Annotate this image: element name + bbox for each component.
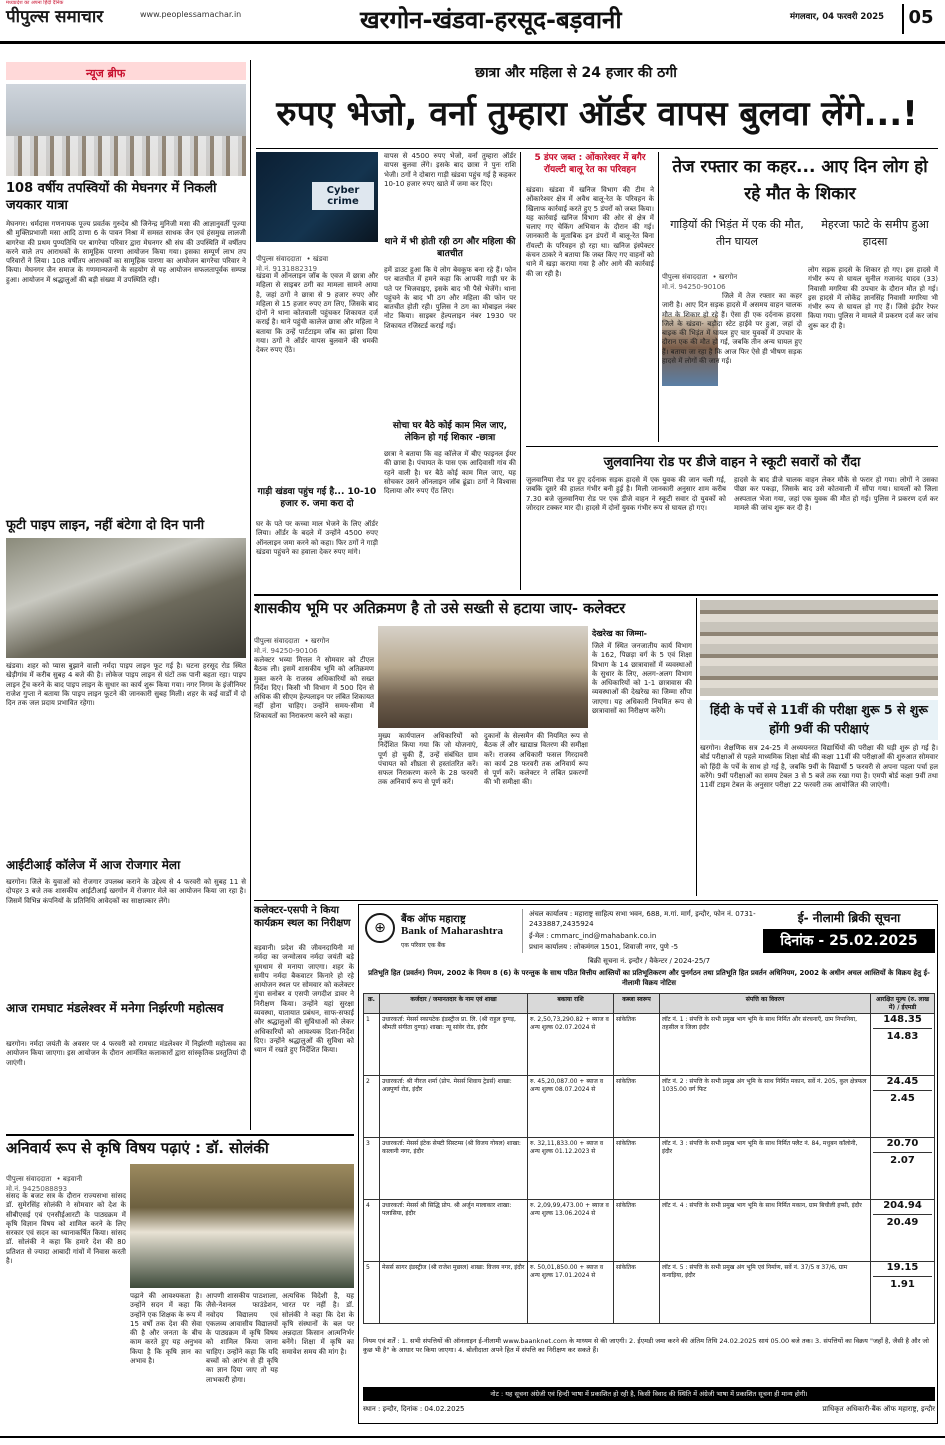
fraud-headline: रुपए भेजो, वर्ना तुम्हारा ऑर्डर वापस बुलवा लेंगे...! bbox=[276, 94, 918, 134]
accident-byline-place: खरगोन bbox=[718, 273, 738, 281]
agri-col4: अत्यधिक विदेशी है, यह भारत पर नहीं है। डॉ. सोलंकी ने कहा कि देश के कृषि संस्थानों के बल पर अन्नदाता किसान आत्मनिर्भर बनेंगे। शिक्षा में कृषि का समावेश समय की मांग है। bbox=[282, 1292, 354, 1356]
agri-byline bbox=[6, 1166, 126, 1193]
agri-col3: आपणी शासकीय पाठशाला, जैसे-नेशनल फाउंडेशन, नवोदय विद्यालय एवं एकलव्य आवासीय विद्यालयों के पाठ्यक्रम में कृषि विषय को शामिल किया जाना चाहिए। उन्होंने कहा कि यदि बच्चों को आरंभ से ही कृषि का ज्ञान दिया जाए तो यह लाभकारी होगा। bbox=[206, 1292, 278, 1384]
issue-date: मंगलवार, 04 फरवरी 2025 bbox=[790, 12, 885, 22]
accident-mobile: मो.नं. 94250-90106 bbox=[662, 283, 726, 291]
edition-title-text: खरगोन-खंडवा-हरसूद-बड़वानी bbox=[360, 6, 622, 34]
table-row bbox=[364, 1262, 935, 1324]
cyber-crime-photo bbox=[256, 152, 378, 242]
th-desc: संपत्ति का विवरण bbox=[660, 994, 871, 1014]
masthead bbox=[0, 0, 945, 44]
procession-photo bbox=[6, 84, 246, 176]
notice-intro: प्रतिभूति हित (प्रवर्तन) नियम, 2002 के नियम 8 (6) के परन्तुक के साथ पठित वित्तीय आस्तियों का प्रतिभूतिकरण और पुनर्गठन तथा प्रतिभूति हित प्रवर्तन अधिनियम, 2002 के अधीन अचल आस्तियों के विक्रय हेतु ई-नीलामी विक्रय नोटिस bbox=[368, 969, 930, 987]
encroach-col4: जिले में स्थित जनजातीय कार्य विभाग के 162, पिछड़ा वर्ग के 5 एवं शिक्षा विभाग के 14 छात्रावासों में व्यवस्थाओं के सुधार के लिए, अलग-अलग विभाग के अधिकारियों को 1-1 छात्रावास की व्यवस्थाओं की देखरेख का जिम्मा सौंपा जाएगा। यह अधिकारी नियमित रूप से छात्रावासों का निरीक्षण करेंगे। bbox=[592, 642, 692, 716]
site-url[interactable]: www.peoplessamachar.in bbox=[140, 10, 242, 19]
row-due: रु. 50,01,850.00 + ब्याज व अन्य शुल्क 17.01.2024 से bbox=[528, 1262, 614, 1324]
julwania-col1: जुलवानिया रोड पर हुए दर्दनाक सड़क हादसे में एक युवक की जान चली गई, जबकि दूसरे की हालत गंभीर बनी हुई है। मिली जानकारी अनुसार शाम करीब 7.30 बजे जुलवानिया रोड पर एक डीजे वाहन ने स्कूटी सवार दो युवकों को जोरदार टक्कर मार दी। हादसे में दोनों युवक गंभीर रूप से घायल हो गए। bbox=[526, 476, 726, 512]
row-type: सांकेतिक bbox=[614, 1200, 660, 1262]
auction-table-header bbox=[364, 994, 935, 1014]
notice-terms: नियम एवं शर्तें : 1. सभी संपत्तियों की ऑनलाइन ई-नीलामी www.baanknet.com के माध्यम से की जाएगी। 2. ईएमडी जमा करने की अंतिम तिथि 24.02.2025 सायं 05.00 बजे तक। 3. संपत्तियों का विक्रय "जहाँ है, जैसी है और जो कुछ भी है" के आधार पर किया जाएगा। 4. बोलीदाता अपने हित में संपत्ति का निरीक्षण कर सकते हैं। bbox=[363, 1337, 929, 1354]
encroach-subhead: देखरेख का जिम्मा- bbox=[592, 629, 647, 638]
row-reserve bbox=[871, 1200, 935, 1262]
encroach-byline-name: पीपुल्स संवाददाता bbox=[254, 637, 300, 645]
divider-left bbox=[250, 60, 251, 1130]
reserve-price: 24.45 bbox=[886, 1076, 919, 1087]
row-reserve bbox=[871, 1076, 935, 1138]
table-row bbox=[364, 1014, 935, 1076]
accident-col1: जिले में तेज रफ्तार का कहर जारी है। आए दिन सड़क हादसे में असमय वाहन चालक मौत के शिकार हो रहे हैं। ऐसा ही एक दर्दनाक हादसा जिले के खंडवा- बड़ौदा स्टेट हाईवे पर हुआ, जहां दो बाइक की भिड़ंत में घायल हुए चार युवकों में उपचार के दौरान एक की मौत हो गई, जबकि तीन अन्य घायल हुए हैं। बताया जा रहा है कि आज फिर ऐसे ही भीषण सड़क हादसे में लोगों की जान गई। bbox=[662, 292, 802, 366]
pipeline-photo bbox=[6, 538, 246, 658]
accident-byline bbox=[662, 264, 802, 291]
emd-amount: 1.91 bbox=[873, 1276, 932, 1289]
row-due: रु. 32,11,833.00 + ब्याज व अन्य शुल्क 01.12.2023 से bbox=[528, 1138, 614, 1200]
table-row bbox=[364, 1200, 935, 1262]
divider-mid bbox=[520, 152, 521, 590]
brief-1-body: मेघनगर। धर्मदास गणनायक पूज्य प्रवर्तक गुरुदेव श्री जिनेन्द्र मुनिजी मसा की आज्ञानुवर्ती पूज्या श्री मुक्तिप्रभाजी मसा आदि ठाणा 6 के पावन निश्रा में समस्त साधक जैन एवं हंसमुख लालजी बागरेचा की प्रथम पुण्यतिथि पर बागरेचा परिवार द्वारा मेघनगर श्री संघ की उपस्थिति में वर्षीतप करने वाले तप आराधकों के सामूहिक पारणा आयोजन किया गया। इसका सम्पूर्ण लाभ तप परिवारों ने लिया। 108 वर्षीतप आराधकों का सामूहिक पारणा का आयोजन बागरेचा परिवार ने किया। मेघनगर जैन समाज के गणमान्यजनों के सहयोग से यह आयोजन सफलतापूर्वक सम्पन्न हुआ। आयोजन में श्रद्धालुओं की बड़ी संख्या में उपस्थिति रही। bbox=[6, 220, 246, 284]
agri-byline-sep: • bbox=[56, 1175, 63, 1183]
row-desc: लॉट नं. 4 : संपत्ति के सभी प्रमुख भाग भूमि के साथ निर्मित मकान, ग्राम बिचौली हप्सी, इंदौर bbox=[660, 1200, 871, 1262]
row-due: रु. 45,20,087.00 + ब्याज व अन्य शुल्क 08.07.2024 से bbox=[528, 1076, 614, 1138]
brief-2-body: खंडवा। शहर को प्यास बुझाने वाली नर्मदा पाइप लाइन फूट गई है। घटना हरसूद रोड स्थित खेड़ीगांव में करीब सुबह 4 बजे की है। लोकेज पाइप लाइन से घंटों तक पानी बहता रहा। पाइप लाइन ट्रेंच करने के बाद पाइप लाइन के सुधार का कार्य शुरू किया गया। नगर निगम के इंजीनियर राजेश गुप्ता ने बताया कि पाइप लाइन फूटने की जानकारी सुबह मिली। शहर के कई वार्डों में दो दिन तक जल प्रदाय प्रभावित रहेगा। bbox=[6, 662, 246, 708]
th-type: कब्जा स्वरूप bbox=[614, 994, 660, 1014]
notice-place: स्थान : इन्दौर, दिनांक : 04.02.2025 bbox=[363, 1405, 465, 1413]
row-no: 5 bbox=[364, 1262, 380, 1324]
encroach-mobile: मो.नं. 94250-90106 bbox=[254, 647, 318, 655]
fraud-col1: खंडवा में ऑनलाइन जॉब के एवज में छात्रा और महिला से साइबर ठगी का मामला सामने आया है, जहां ठगों ने छात्रा से 9 हजार रुपए और महिला से 15 हजार रुपए ठग लिए, जिसके बाद दोनों ने थाना कोतवाली पहुंचकर शिकायत दर्ज कराई है। थाने पहुंची कालेज छात्रा और महिला ने बताया कि उन्हें पार्टटाइम जॉब का झांसा दिया गया। ठगों ने ऑर्डर वापस बुलवाने की धमकी देकर रुपए ऐंठे। bbox=[256, 272, 378, 355]
page-number: 05 bbox=[902, 4, 938, 34]
divider-bottom bbox=[0, 1436, 945, 1438]
fraud-subhead-1: गाड़ी खंडवा पहुंच गई है... 10-10 हजार रु. जमा करा दो bbox=[257, 487, 377, 509]
fraud-col2: वापस से 4500 रुपए भेजो, वर्ना तुम्हारा ऑर्डर वापस बुलवा लेंगे। इसके बाद छात्रा ने पुनः राशि भेजी। ठगों ने दोबारा गाड़ी खंडवा पहुंच गई है कहकर 10-10 हजार रुपए खाते में जमा कर दिए। bbox=[384, 152, 516, 188]
agri-byline-name: पीपुल्स संवाददाता bbox=[6, 1175, 52, 1183]
row-party: उधारकर्ता: मेसर्स इंटेक सेफ्टी सिस्टम्स (श्री विजय गोयल) शाखा: कालानी नगर, इंदौर bbox=[380, 1138, 528, 1200]
exam-hall-photo bbox=[700, 600, 938, 696]
encroach-byline-place: खरगोन bbox=[310, 637, 330, 645]
row-party: उधारकर्ता: मेसर्स स्कायटेक इंडस्ट्रीज प्रा. लि. (श्री राहुल दुग्गड़, श्रीमती संगीता दुग्गड़) शाखा: न्यू सांवेर रोड, इंदौर bbox=[380, 1014, 528, 1076]
mining-kicker: 5 डंपर जब्त : ओंकारेश्वर में बगैर रॉयल्टी बालू रेत का परिवहन bbox=[534, 153, 646, 175]
parliament-photo bbox=[130, 1164, 354, 1288]
notice-ref: बिक्री सूचना नं. इन्दौर / वैकेन्टर / 2024-25/7 bbox=[587, 957, 711, 965]
bank-tagline: एक परिवार एक बैंक bbox=[401, 942, 446, 949]
th-no: क्र. bbox=[364, 994, 380, 1014]
row-type: सांकेतिक bbox=[614, 1076, 660, 1138]
emd-amount: 2.45 bbox=[873, 1090, 932, 1103]
brief-4-body: खरगोन। नर्मदा जयंती के अवसर पर 4 फरवरी को रामघाट मंडलेश्वर में निर्झरणी महोत्सव का आयोजन किया जाएगा। इस आयोजन के दौरान आमंत्रित कलाकारों द्वारा सांस्कृतिक प्रस्तुतियां दी जाएंगी। bbox=[6, 1040, 246, 1067]
table-row bbox=[364, 1138, 935, 1200]
row-desc: लॉट नं. 5 : संपत्ति के सभी प्रमुख अंग भूमि एवं निर्माण, सर्वे नं. 37/5 व 37/6, ग्राम कनाड़िया, इंदौर bbox=[660, 1262, 871, 1324]
row-due: रु. 2,09,99,473.00 + ब्याज व अन्य शुल्क 13.06.2024 से bbox=[528, 1200, 614, 1262]
reserve-price: 20.70 bbox=[886, 1138, 919, 1149]
brief-2-title: फूटी पाइप लाइन, नहीं बंटेगा दो दिन पानी bbox=[6, 518, 205, 533]
fraud-subhead-3: सोचा घर बैठे कोई काम मिल जाए, लेकिन हो गई शिकार -छात्रा bbox=[392, 421, 508, 443]
collector-visit-headline: कलेक्टर-एसपी ने किया कार्यक्रम स्थल का निरीक्षण bbox=[254, 905, 351, 929]
notice-signatory: प्राधिकृत अधिकारी-बैंक ऑफ महाराष्ट्र, इन्दौर bbox=[822, 1405, 935, 1413]
brief-4-title: आज रामघाट मंडलेश्वर में मनेगा निर्झरणी महोत्सव bbox=[6, 1001, 224, 1015]
fraud-byline-name: पीपुल्स संवाददाता bbox=[256, 255, 302, 263]
encroach-headline: शासकीय भूमि पर अतिक्रमण है तो उसे सख्ती से हटाया जाए- कलेक्टर bbox=[254, 601, 626, 617]
encroach-byline bbox=[254, 628, 374, 655]
mining-body: खंडवा। खंडवा में खनिज विभाग की टीम ने ओंकारेश्वर क्षेत्र में अवैध बालू-रेत के परिवहन के खिलाफ कार्रवाई करते हुए 5 डंपरों को जब्त किया। यह कार्रवाई खनिज विभाग की ओर से क्षेत्र में चलाए गए चेकिंग अभियान के दौरान की गई। जानकारी के मुताबिक इन डंपरों में बालू-रेत बिना रॉयल्टी के परिवहन हो रहा था। खनिज इंस्पेक्टर कंचन ठाकरे ने बताया कि जब्त किए गए वाहनों को थाने में खड़ा कराया गया है और आगे की कार्रवाई की जा रही है। bbox=[526, 186, 654, 278]
accident-headline: तेज रफ्तार का कहर... आए दिन लोग हो रहे मौत के शिकार bbox=[672, 157, 928, 204]
encroach-col1: कलेक्टर भव्या मित्तल ने सोमवार को टीएल बैठक ली। इसमें शासकीय भूमि को अतिक्रमण मुक्त करने के राजस्व अधिकारियों को सख्त निर्देश दिए। किसी भी विभाग में 500 दिन से अधिक की सीएम हेल्पलाइन पर लंबित शिकायत नहीं होना चाहिए। उन्होंने समय-सीमा में शिकायतों का निराकरण करने को कहा। bbox=[254, 656, 374, 720]
encroach-col2: मुख्य कार्यपालन अधिकारियों को निर्देशित किया गया कि जो योजनाएं, पूर्ण हो चुकी हैं, उन्हें संबंधित ग्राम पंचायत को शीघ्रता से हस्तांतरित करें। सफल निराकरण करने के 28 फरवरी तक अनिवार्य रूप से पूर्ण करें। bbox=[378, 732, 478, 787]
fraud-col2b: हमें डाउट हुआ कि ये लोग बेवकूफ बना रहे हैं। फोन पर बातचीत में हमने कहा कि आपकी गाड़ी घर के पते पर भिजवाइए, इसके बाद भी पैसे भेजेंगे। थाना पहुंचने के बाद भी ठग और महिला की फोन पर बातचीत होती रही। पुलिस ने ठग का मोबाइल नंबर नोट किया। साइबर हेल्पलाइन नंबर 1930 पर शिकायत रजिस्टर्ड कराई गई। bbox=[384, 266, 516, 330]
bank-office: अंचल कार्यालय : महाराष्ट्र साहित्य सभा भवन, 688, म.गां. मार्ग, इन्दौर, फोन नं. 0731-2433887,2435924 bbox=[529, 910, 756, 928]
divider-visit bbox=[254, 900, 938, 901]
row-desc: लॉट नं. 2 : संपत्ति के सभी प्रमुख अंग भूमि के साथ निर्मित मकान, सर्वे नं. 205, कुल क्षेत्रफल 1035.00 वर्ग फिट bbox=[660, 1076, 871, 1138]
agri-mobile: मो.नं. 9425088893 bbox=[6, 1185, 68, 1193]
row-desc: लॉट नं. 3 : संपत्ति के सभी प्रमुख भाग भूमि के साथ निर्मित फ्लैट नं. 84, मधुबन कॉलोनी, इंदौर bbox=[660, 1138, 871, 1200]
row-no: 4 bbox=[364, 1200, 380, 1262]
bank-email: ई-मेल : cmmarc_ind@mahabank.co.in bbox=[529, 932, 657, 940]
notice-title: ई- नीलामी ब्रिकी सूचना bbox=[797, 911, 901, 925]
th-due: बकाया राशि bbox=[528, 994, 614, 1014]
fraud-col2c: छात्रा ने बताया कि वह कॉलेज में बीए फाइनल ईयर की छात्रा है। पंचायत के पास एक आदिवासी गांव की रहने वाली है। घर बैठे कोई काम मिल जाए, यह सोचकर उसने ऑनलाइन जॉब ढूंढा। ठगों ने विश्वास दिलाया और रुपए ऐंठ लिए। bbox=[384, 450, 516, 496]
th-reserve: आरक्षित मूल्य (रु. लाख में) / ईएमडी bbox=[871, 994, 935, 1014]
row-reserve bbox=[871, 1262, 935, 1324]
fraud-kicker-text: छात्रा और महिला से 24 हजार की ठगी bbox=[475, 65, 677, 81]
accident-sub-2: मेहरजा फाटे के समीप हुआ हादसा bbox=[821, 218, 929, 248]
cyber-crime-caption: Cyber crime bbox=[312, 182, 374, 210]
exam-headline: हिंदी के पर्चे से 11वीं की परीक्षा शुरू 5 से शुरू होंगी 9वीं की परीक्षाएं bbox=[700, 700, 938, 740]
collector-visit-body: बड़वानी। प्रदेश की जीवनदायिनी मां नर्मदा का जन्मोत्सव नर्मदा जयंती बड़े धूमधाम से मनाया जाएगा। शहर के समीप नर्मदा बैकवाटर किनारे हो रहे आयोजन स्थल पर सोमवार को कलेक्टर गुंचा सनोबर व एसपी जगदीश डावर ने निरीक्षण किया। उन्होंने यहां सुरक्षा व्यवस्था, यातायात प्रबंधन, साफ-सफाई और श्रद्धालुओं की सुविधाओं को लेकर अधिकारियों को आवश्यक दिशा-निर्देश दिए। उन्होंने श्रद्धालुओं की सुविधा को ध्यान में रखते हुए निर्देशित किया। bbox=[254, 944, 354, 1055]
bank-logo-icon: ⊕ bbox=[365, 913, 395, 943]
encroach-col3: दुकानों के सेल्समैन की नियमित रूप से बैठक लें और खाद्यान्न वितरण की समीक्षा करें। राजस्व अधिकारी फसल गिरदावरी का कार्य 28 फरवरी तक अनिवार्य रूप से पूर्ण करें। कलेक्टर ने लंबित प्रकरणों की भी समीक्षा की। bbox=[484, 732, 588, 787]
row-party: मेसर्स सागर इंडस्ट्रीज (श्री राजेश मुछाल) शाखा: विजय नगर, इंदौर bbox=[380, 1262, 528, 1324]
row-desc: लॉट नं. 1 : संपत्ति के सभी प्रमुख भाग भूमि के साथ निर्मित और संरचनाएँ, ग्राम निपानिया, तहसील व जिला इंदौर bbox=[660, 1014, 871, 1076]
encroach-byline-sep: • bbox=[304, 637, 311, 645]
divider-fraud bbox=[256, 148, 938, 149]
accident-byline-sep: • bbox=[712, 273, 719, 281]
divider-agri bbox=[6, 1134, 354, 1136]
row-no: 1 bbox=[364, 1014, 380, 1076]
bank-logo-box bbox=[363, 909, 523, 953]
divider-encroach bbox=[254, 594, 938, 596]
row-party: उधारकर्ता: श्री नीरज शर्मा (प्रोप. मेसर्स शिवाय ट्रेडर्स) शाखा: अन्नपूर्णा रोड, इंदौर bbox=[380, 1076, 528, 1138]
emd-amount: 14.83 bbox=[873, 1028, 932, 1041]
brand-tagline: मध्यप्रदेश का अपना हिंदी दैनिक bbox=[6, 0, 64, 6]
accident-col2: लोग सड़क हादसे के शिकार हो गए। इस हादसे में गंभीर रूप से घायल सुनील गजानंद यादव (33) निवासी मगरिया की उपचार के दौरान मौत हो गई। इस हादसे में लोकेंद्र ज्ञानसिंह निवासी मगरिया भी गंभीर रूप से घायल हो गए हैं। जिसे इंदौर रेफर किया गया। पुलिस ने मामले में प्रकरण दर्ज कर जांच शुरू कर दी है। bbox=[808, 266, 938, 330]
table-row bbox=[364, 1076, 935, 1138]
reserve-price: 204.94 bbox=[883, 1200, 922, 1211]
auction-table-wrap bbox=[363, 993, 935, 1333]
fraud-subhead-2: थाने में भी होती रही ठग और महिला की बातचीत bbox=[384, 237, 516, 259]
bank-name-en: Bank of Maharashtra bbox=[401, 925, 504, 937]
brand-logo bbox=[6, 4, 136, 30]
agri-byline-place: बड़वानी bbox=[62, 1175, 83, 1183]
reserve-price: 148.35 bbox=[883, 1014, 922, 1025]
exam-body: खरगोन। शैक्षणिक सत्र 24-25 में अध्ययनरत विद्यार्थियों की परीक्षा की घड़ी शुरू हो गई है। बोर्ड परीक्षाओं से पहले माध्यमिक शिक्षा बोर्ड की कक्षा 11वीं की परीक्षाओं की शुरुआत सोमवार को हिंदी के पर्चे के साथ हो गई है, जबकि 9वीं के विद्यार्थी 5 फरवरी से अपना पहला पर्चा हल करेंगे। 9वीं परीक्षाओं का समय टेबल 3 से 5 बजे तक रखा गया है। एमपी बोर्ड कक्षा 9वीं तथा 11वीं टाइम टेबल के अनुसार परीक्षा 22 फरवरी तक आयोजित की जाएंगी। bbox=[700, 744, 938, 790]
bank-head-office: प्रधान कार्यालय : लोकमंगल 1501, शिवाजी नगर, पुणे -5 bbox=[529, 943, 679, 951]
fraud-kicker bbox=[256, 62, 896, 82]
brief-1-title: 108 वर्षीय तपस्वियों की मेघनगर में निकली जयकार यात्रा bbox=[6, 181, 217, 213]
accident-byline-name: पीपुल्स संवाददाता bbox=[662, 273, 708, 281]
accident-sub-1: गाड़ियों की भिड़ंत में एक की मौत, तीन घायल bbox=[670, 218, 804, 248]
row-reserve bbox=[871, 1138, 935, 1200]
divider-mid-2 bbox=[658, 152, 659, 442]
meeting-photo bbox=[378, 626, 588, 728]
notice-language-note: नोट : यह सूचना अंग्रेजी एवं हिन्दी भाषा में प्रकाशित हो रही है, किसी विवाद की स्थिति में अंग्रेजी भाषा में प्रकाशित सूचना ही मान्य होगी। bbox=[363, 1387, 935, 1401]
notice-date: दिनांक - 25.02.2025 bbox=[763, 929, 935, 953]
bank-notice bbox=[358, 904, 938, 1424]
agri-col1: संसद के बजट सत्र के दौरान राज्यसभा सांसद डॉ. सुमेरसिंह सोलंकी ने सोमवार को देश के सीबीएसई एवं एनसीईआरटी के पाठ्यक्रम में कृषि विज्ञान विषय को शामिल करने के लिए सरकार एवं सदन का ध्यानाकर्षित किया। सांसद डॉ. सोलंकी ने कहा कि हमारे देश की 80 प्रतिशत से ज्यादा आबादी गांवों में निवास करती है। bbox=[6, 1192, 126, 1266]
julwania-headline: जुलवानिया रोड पर डीजे वाहन ने स्कूटी सवारों को रौंदा bbox=[603, 455, 861, 470]
fraud-byline bbox=[256, 246, 378, 273]
fraud-byline-place: खंडवा bbox=[312, 255, 329, 263]
row-reserve bbox=[871, 1014, 935, 1076]
agri-headline: अनिवार्य रूप से कृषि विषय पढ़ाएं : डॉ. सोलंकी bbox=[6, 1139, 269, 1157]
brand-name: पीपुल्स समाचार bbox=[6, 7, 104, 27]
fraud-col1b: घर के पते पर कच्चा माल भेजने के लिए ऑर्डर लिया। ऑर्डर के बदले में उन्होंने 4500 रुपए ऑनलाइन जमा करने को कहा। फिर ठगों ने गाड़ी खंडवा पहुंचने का हवाला देकर रुपए मांगे। bbox=[256, 520, 378, 556]
news-brief-label bbox=[6, 62, 246, 80]
row-type: सांकेतिक bbox=[614, 1262, 660, 1324]
fraud-byline-sep: • bbox=[306, 255, 313, 263]
auction-table bbox=[363, 993, 935, 1324]
row-no: 2 bbox=[364, 1076, 380, 1138]
news-brief-label-text: न्यूज ब्रीफ bbox=[86, 67, 126, 80]
row-due: रु. 2,50,73,290.82 + ब्याज व अन्य शुल्क 02.07.2024 से bbox=[528, 1014, 614, 1076]
divider-exam bbox=[696, 598, 697, 896]
row-type: सांकेतिक bbox=[614, 1014, 660, 1076]
fraud-mobile: मो.नं. 9131882319 bbox=[256, 265, 318, 273]
edition-title bbox=[360, 3, 760, 37]
divider-julwania bbox=[526, 446, 938, 447]
brief-3-body: खरगोन। जिले के युवाओं को रोजगार उपलब्ध कराने के उद्देश्य से 4 फरवरी को सुबह 11 से दोपहर 3 बजे तक शासकीय आईटीआई खरगोन में रोजगार मेले का आयोजन किया जा रहा है। जिसमें विभिन्न कंपनियों के प्रतिनिधि आवेदकों का साक्षात्कार लेंगे। bbox=[6, 878, 246, 905]
th-party: कर्जदार / जमानतदार के नाम एवं शाखा bbox=[380, 994, 528, 1014]
julwania-col2: हादसे के बाद डीजे चालक वाहन लेकर मौके से फरार हो गया। लोगों ने उसका पीछा कर पकड़ा, जिसके बाद उसे कोतवाली में सौंपा गया। घायलों को जिला अस्पताल भेजा गया, जहां एक युवक की मौत हो गई। पुलिस ने प्रकरण दर्ज कर मामले की जांच शुरू कर दी है। bbox=[734, 476, 938, 512]
emd-amount: 2.07 bbox=[873, 1152, 932, 1165]
brief-3-title: आईटीआई कॉलेज में आज रोजगार मेला bbox=[6, 858, 181, 872]
row-no: 3 bbox=[364, 1138, 380, 1200]
agri-col2: पढ़ाने की आवश्यकता है। उन्होंने सदन में कहा कि उन्होंने एक शिक्षक के रूप में 15 वर्षों तक देश की सेवा की है और जनता के बीच काम करते हुए यह अनुभव किया है कि कृषि ज्ञान का अभाव है। bbox=[130, 1292, 202, 1366]
row-party: उधारकर्ता: मेसर्स श्री सिद्धि प्रोप. श्री अर्जुन मालाकार शाखा: पलासिया, इंदौर bbox=[380, 1200, 528, 1262]
reserve-price: 19.15 bbox=[886, 1262, 919, 1273]
row-type: सांकेतिक bbox=[614, 1138, 660, 1200]
bank-name-hi: बैंक ऑफ महाराष्ट्र bbox=[401, 914, 466, 925]
emd-amount: 20.49 bbox=[873, 1214, 932, 1227]
